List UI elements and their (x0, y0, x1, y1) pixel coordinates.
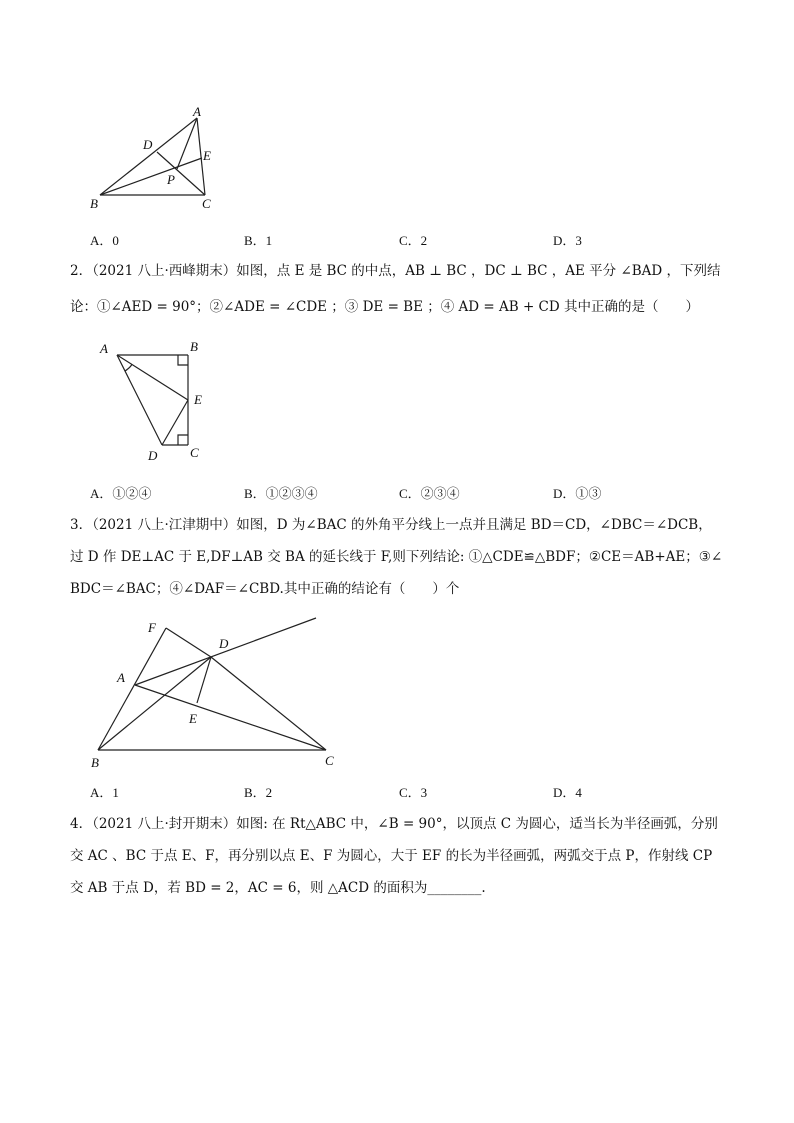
right-angle-mark-B (178, 355, 188, 365)
q2-option-d[interactable]: D．①③ (553, 486, 602, 501)
label-A: A (117, 670, 125, 685)
q2-text-line1: 2．（2021 八上·西峰期末）如图，点 E 是 BC 的中点，AB ⊥ BC ，DC ⊥ BC ，AE 平分 ∠BAD ，下列结 (70, 263, 721, 279)
label-D: D (143, 137, 153, 152)
q4-text-line1: 4．（2021 八上·封开期末）如图: 在 Rt△ABC 中，∠B = 90°，以顶点 C 为圆心，适当长为半径画弧，分别 (70, 816, 718, 832)
q3-text-line1: 3．（2021 八上·江津期中）如图，D 为∠BAC 的外角平分线上一点并且满足 BD＝CD，∠DBC＝∠DCB， (70, 517, 712, 533)
q1-option-a[interactable]: A．0 (90, 233, 119, 248)
q1-option-c[interactable]: C．2 (399, 233, 428, 248)
label-C: C (190, 445, 199, 460)
q3-option-a[interactable]: A．1 (90, 785, 119, 800)
segment-DF (166, 628, 211, 657)
label-P: P (167, 172, 175, 187)
segment-DC (211, 657, 326, 750)
q2-option-b[interactable]: B．①②③④ (244, 486, 318, 501)
segment-DE (162, 400, 188, 445)
q3-text-line2: 过 D 作 DE⊥AC 于 E,DF⊥AB 交 BA 的延长线于 F,则下列结论: ①△CDE≌△BDF；②CE＝AB+AE；③∠ (70, 549, 723, 565)
figure-2 (90, 335, 230, 470)
figure-3 (85, 610, 345, 775)
q1-option-d[interactable]: D．3 (553, 233, 582, 248)
label-B: B (90, 196, 98, 211)
segment-BF (98, 628, 166, 750)
label-A: A (193, 104, 201, 119)
q3-option-c[interactable]: C．3 (399, 785, 428, 800)
label-E: E (203, 148, 211, 163)
angle-arc-A (125, 364, 132, 371)
q2-option-c[interactable]: C．②③④ (399, 486, 460, 501)
q3-option-b[interactable]: B．2 (244, 785, 273, 800)
figure-1 (80, 100, 240, 215)
segment-BE (100, 158, 202, 195)
label-E: E (194, 392, 202, 407)
q3-option-d[interactable]: D．4 (553, 785, 582, 800)
label-C: C (325, 753, 334, 768)
q3-text-line3: BDC＝∠BAC；④∠DAF＝∠CBD.其中正确的结论有（ ）个 (70, 581, 460, 597)
segment-DE (197, 657, 211, 703)
q4-text-line3: 交 AB 于点 D，若 BD = 2，AC = 6，则 △ACD 的面积为________. (70, 880, 486, 896)
label-F: F (148, 620, 156, 635)
label-D: D (219, 636, 229, 651)
label-E: E (189, 711, 197, 726)
segment-AC (135, 685, 326, 750)
segment-BD (98, 657, 211, 750)
label-B: B (190, 339, 198, 354)
bisector-ray (135, 618, 316, 685)
right-angle-mark-C (178, 435, 188, 445)
q2-option-a[interactable]: A．①②④ (90, 486, 152, 501)
q2-text-line2: 论：①∠AED = 90°；②∠ADE = ∠CDE ；③ DE = BE ；④ AD = AB + CD 其中正确的是（ ） (70, 299, 700, 315)
label-D: D (148, 448, 158, 463)
q1-option-b[interactable]: B．1 (244, 233, 273, 248)
segment-AD (117, 355, 162, 445)
label-C: C (202, 196, 211, 211)
label-B: B (91, 755, 99, 770)
q4-text-line2: 交 AC 、BC 于点 E、F，再分别以点 E、F 为圆心，大于 EF 的长为半径画弧，两弧交于点 P，作射线 CP (70, 848, 713, 864)
label-A: A (100, 341, 108, 356)
